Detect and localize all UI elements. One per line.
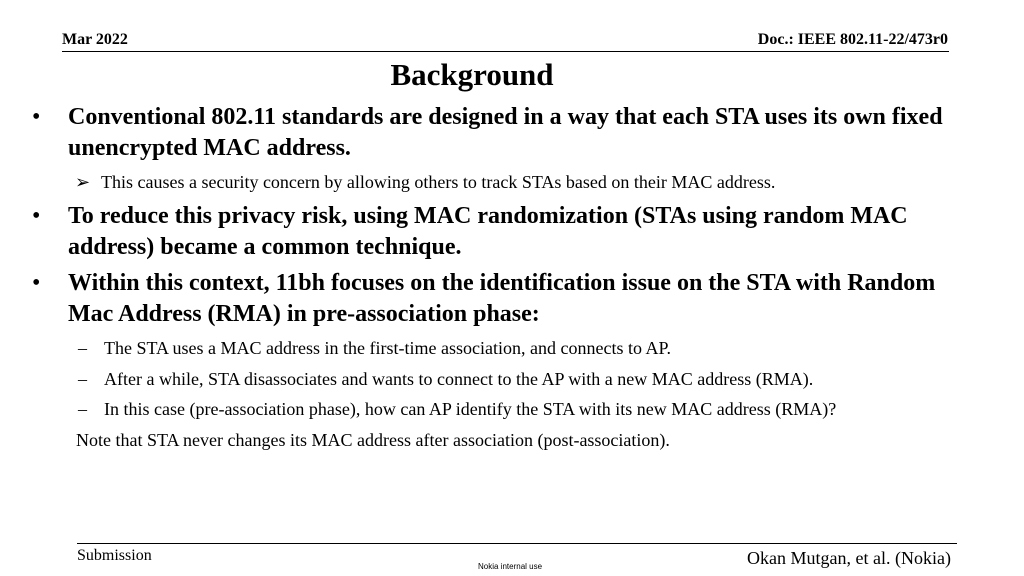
bullet-marker: • bbox=[32, 203, 41, 229]
bullet-item bbox=[32, 268, 982, 330]
header-date: Mar 2022 bbox=[62, 31, 128, 48]
dash-item-text: The STA uses a MAC address in the first-time association, and connects to AP. bbox=[104, 338, 671, 358]
dash-marker: – bbox=[78, 338, 87, 358]
dash-item bbox=[78, 398, 998, 420]
header-doc-id: Doc.: IEEE 802.11-22/473r0 bbox=[757, 31, 948, 48]
sub-bullet-text: This causes a security concern by allowing others to track STAs based on their MAC address. bbox=[101, 172, 776, 192]
footer-submission: Submission bbox=[77, 547, 152, 564]
bullet-text: Within this context, 11bh focuses on the identification issue on the STA with Random Mac Address (RMA) in pre-association phase: bbox=[68, 270, 936, 327]
dash-item-text: After a while, STA disassociates and wants to connect to the AP with a new MAC address (RMA). bbox=[104, 369, 814, 389]
bullet-marker: • bbox=[32, 104, 41, 130]
footer-divider bbox=[77, 543, 957, 544]
dash-item bbox=[78, 368, 978, 390]
note-text: Note that STA never changes its MAC address after association (post-association). bbox=[76, 430, 670, 450]
bullet-marker: • bbox=[32, 270, 41, 296]
footer-classification: Nokia internal use bbox=[478, 562, 543, 571]
dash-marker: – bbox=[78, 399, 87, 419]
arrow-bullet-icon: ➢ bbox=[75, 172, 91, 192]
sub-bullet-item bbox=[75, 171, 975, 193]
footer-authors: Okan Mutgan, et al. (Nokia) bbox=[747, 548, 951, 568]
header-divider bbox=[62, 51, 949, 52]
dash-item-text: In this case (pre-association phase), how can AP identify the STA with its new MAC address (RMA)? bbox=[104, 399, 837, 419]
bullet-text: Conventional 802.11 standards are designed in a way that each STA uses its own fixed unencrypted MAC address. bbox=[68, 104, 943, 161]
dash-marker: – bbox=[78, 369, 87, 389]
bullet-item bbox=[32, 201, 982, 263]
bullet-text: To reduce this privacy risk, using MAC randomization (STAs using random MAC address) became a common technique. bbox=[68, 203, 908, 260]
bullet-item bbox=[32, 102, 982, 164]
slide-title: Background bbox=[390, 57, 554, 92]
dash-item bbox=[78, 337, 978, 359]
